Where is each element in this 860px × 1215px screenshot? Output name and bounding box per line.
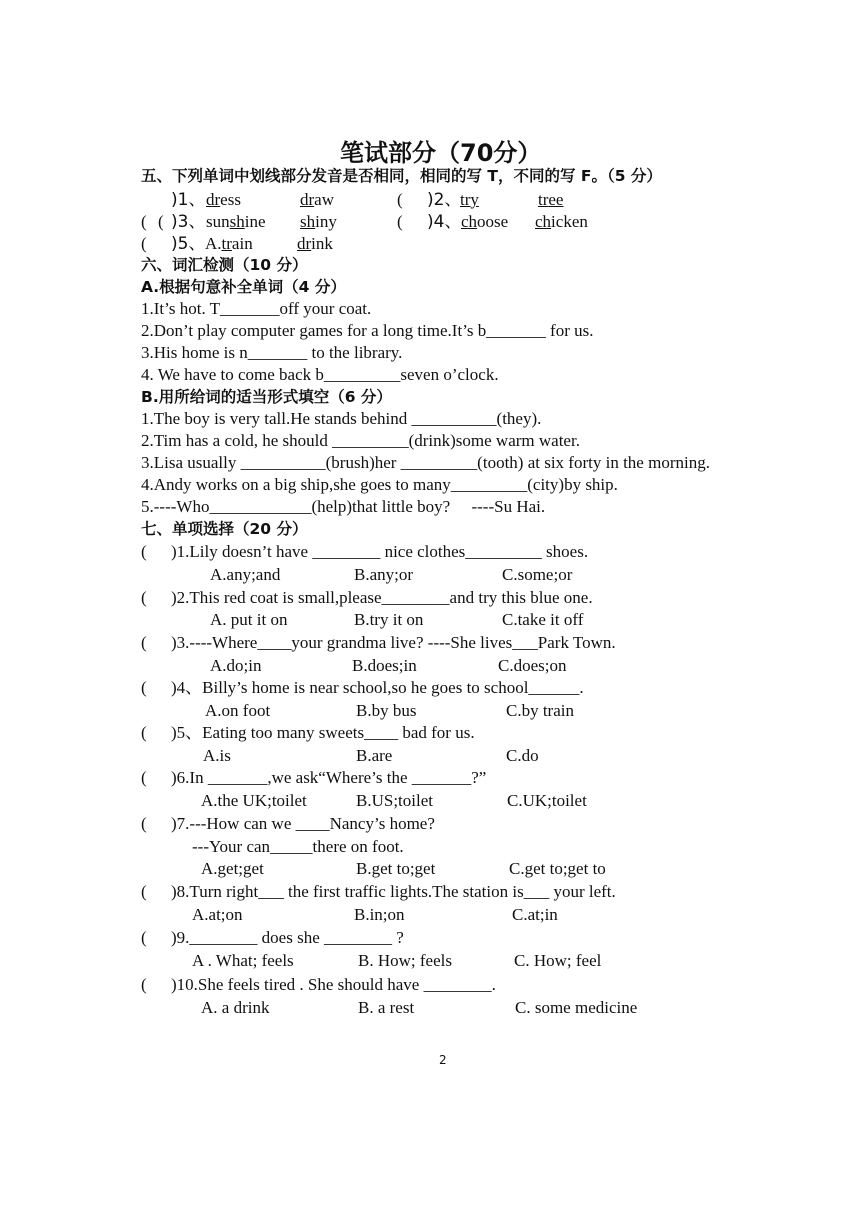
- sec5-item-4: (: [397, 212, 403, 231]
- mc-question-1-option-a: A.any;and: [210, 565, 281, 584]
- mc-question-4: )4、Billy’s home is near school,so he goes to school______.: [171, 678, 584, 697]
- section-7-heading: 七、单项选择（20 分）: [141, 520, 308, 538]
- mc-question-9: )9.________ does she ________ ?: [171, 928, 404, 947]
- sec6b-line-1: 1.The boy is very tall.He stands behind __________(they).: [141, 409, 542, 428]
- sec5-item-1-word-b: draw: [300, 190, 334, 209]
- mc-question-3: )3.----Where____your grandma live? ----She lives___Park Town.: [171, 633, 616, 652]
- mc-question-7-option-a: A.get;get: [201, 859, 264, 878]
- mc-question-10-option-c: C. some medicine: [515, 998, 638, 1017]
- sec6b-line-2: 2.Tim has a cold, he should _________(drink)some warm water.: [141, 431, 580, 450]
- mc-question-9-option-a: A . What; feels: [192, 951, 294, 970]
- mc-question-6-paren: (: [141, 768, 147, 787]
- mc-question-5-option-a: A.is: [203, 746, 231, 765]
- sec5-item-1-num: )1、: [171, 190, 206, 210]
- sec5-item-3-word-b: shiny: [300, 212, 337, 231]
- sec5-item-4-word-b: chicken: [535, 212, 588, 231]
- sec5-item-4-word-a: choose: [461, 212, 509, 231]
- mc-question-6-option-c: C.UK;toilet: [507, 791, 587, 810]
- mc-question-7-option-c: C.get to;get to: [509, 859, 606, 878]
- mc-question-1: )1.Lily doesn’t have ________ nice clothes_________ shoes.: [171, 542, 589, 561]
- page-title: 笔试部分（70分）: [340, 139, 542, 167]
- mc-question-5-option-b: B.are: [356, 746, 393, 765]
- sec6b-line-5: 5.----Who____________(help)that little boy? ----Su Hai.: [141, 497, 546, 516]
- section-6b-heading: B.用所给词的适当形式填空（6 分）: [141, 388, 392, 406]
- sec5-item-5-word-b: drink: [297, 234, 333, 253]
- sec5-item-3-num: )3、: [171, 212, 206, 232]
- section-5-heading: 五、下列单词中划线部分发音是否相同，相同的写 T，不同的写 F。（5 分）: [141, 167, 662, 185]
- mc-question-10-option-a: A. a drink: [201, 998, 270, 1017]
- section-6a-heading: A.根据句意补全单词（4 分）: [141, 278, 346, 296]
- mc-question-3-option-b: B.does;in: [352, 656, 417, 675]
- mc-question-6-option-a: A.the UK;toilet: [201, 791, 307, 810]
- mc-question-10-paren: (: [141, 975, 147, 994]
- mc-question-4-option-c: C.by train: [506, 701, 574, 720]
- mc-question-2-option-b: B.try it on: [354, 610, 424, 629]
- sec6b-line-3: 3.Lisa usually __________(brush)her _________(tooth) at six forty in the morning.: [141, 453, 710, 472]
- mc-question-2-option-c: C.take it off: [502, 610, 584, 629]
- mc-question-9-option-b: B. How; feels: [358, 951, 452, 970]
- sec5-item-5: (: [141, 234, 147, 253]
- mc-question-3-option-c: C.does;on: [498, 656, 567, 675]
- mc-question-2-paren: (: [141, 588, 147, 607]
- mc-question-10: )10.She feels tired . She should have ________.: [171, 975, 496, 994]
- mc-question-1-option-b: B.any;or: [354, 565, 414, 584]
- sec6b-line-4: 4.Andy works on a big ship,she goes to many_________(city)by ship.: [141, 475, 618, 494]
- sec5-item-4-num: )4、: [427, 212, 462, 232]
- sec5-item-2: (: [397, 190, 403, 209]
- mc-question-2-option-a: A. put it on: [210, 610, 288, 629]
- sec6a-line-2: 2.Don’t play computer games for a long time.It’s b_______ for us.: [141, 321, 594, 340]
- mc-question-9-option-c: C. How; feel: [514, 951, 602, 970]
- sec6a-line-1: 1.It’s hot. T_______off your coat.: [141, 299, 372, 318]
- sec5-item-2-word-b: tree: [538, 190, 564, 209]
- mc-question-1-option-c: C.some;or: [502, 565, 573, 584]
- mc-question-7-line-2: ---Your can_____there on foot.: [192, 837, 404, 856]
- sec5-item-2-num: )2、: [427, 190, 462, 210]
- sec5-item-1-word-a: dress: [206, 190, 241, 209]
- mc-question-1-paren: (: [141, 542, 147, 561]
- mc-question-7-option-b: B.get to;get: [356, 859, 436, 878]
- sec5-item-5-word-a: A.train: [205, 234, 253, 253]
- mc-question-9-paren: (: [141, 928, 147, 947]
- mc-question-7: )7.---How can we ____Nancy’s home?: [171, 814, 435, 833]
- mc-question-4-paren: (: [141, 678, 147, 697]
- page-number: 2: [439, 1053, 447, 1067]
- mc-question-8-option-b: B.in;on: [354, 905, 405, 924]
- sec5-item-3-word-a: sunshine: [206, 212, 266, 231]
- mc-question-5-paren: (: [141, 723, 147, 742]
- mc-question-2: )2.This red coat is small,please________and try this blue one.: [171, 588, 593, 607]
- mc-question-6: )6.In _______,we ask“Where’s the _______?”: [171, 768, 487, 787]
- mc-question-5: )5、Eating too many sweets____ bad for us.: [171, 723, 475, 742]
- mc-question-6-option-b: B.US;toilet: [356, 791, 433, 810]
- mc-question-4-option-b: B.by bus: [356, 701, 417, 720]
- mc-question-4-option-a: A.on foot: [205, 701, 271, 720]
- sec6a-line-3: 3.His home is n_______ to the library.: [141, 343, 403, 362]
- mc-question-3-option-a: A.do;in: [210, 656, 262, 675]
- mc-question-10-option-b: B. a rest: [358, 998, 415, 1017]
- sec5-item-2-word-a: try: [460, 190, 479, 209]
- mc-question-8-option-c: C.at;in: [512, 905, 558, 924]
- sec5-item-5-num: )5、: [171, 234, 206, 254]
- mc-question-8-option-a: A.at;on: [192, 905, 243, 924]
- mc-question-5-option-c: C.do: [506, 746, 539, 765]
- sec6a-line-4: 4. We have to come back b_________seven o’clock.: [141, 365, 499, 384]
- sec5-item-3: (: [141, 212, 147, 231]
- mc-question-7-paren: (: [141, 814, 147, 833]
- answer-paren: (: [158, 212, 164, 231]
- section-6-heading: 六、词汇检测（10 分）: [141, 256, 308, 274]
- mc-question-8-paren: (: [141, 882, 147, 901]
- mc-question-3-paren: (: [141, 633, 147, 652]
- mc-question-8: )8.Turn right___ the first traffic lights.The station is___ your left.: [171, 882, 616, 901]
